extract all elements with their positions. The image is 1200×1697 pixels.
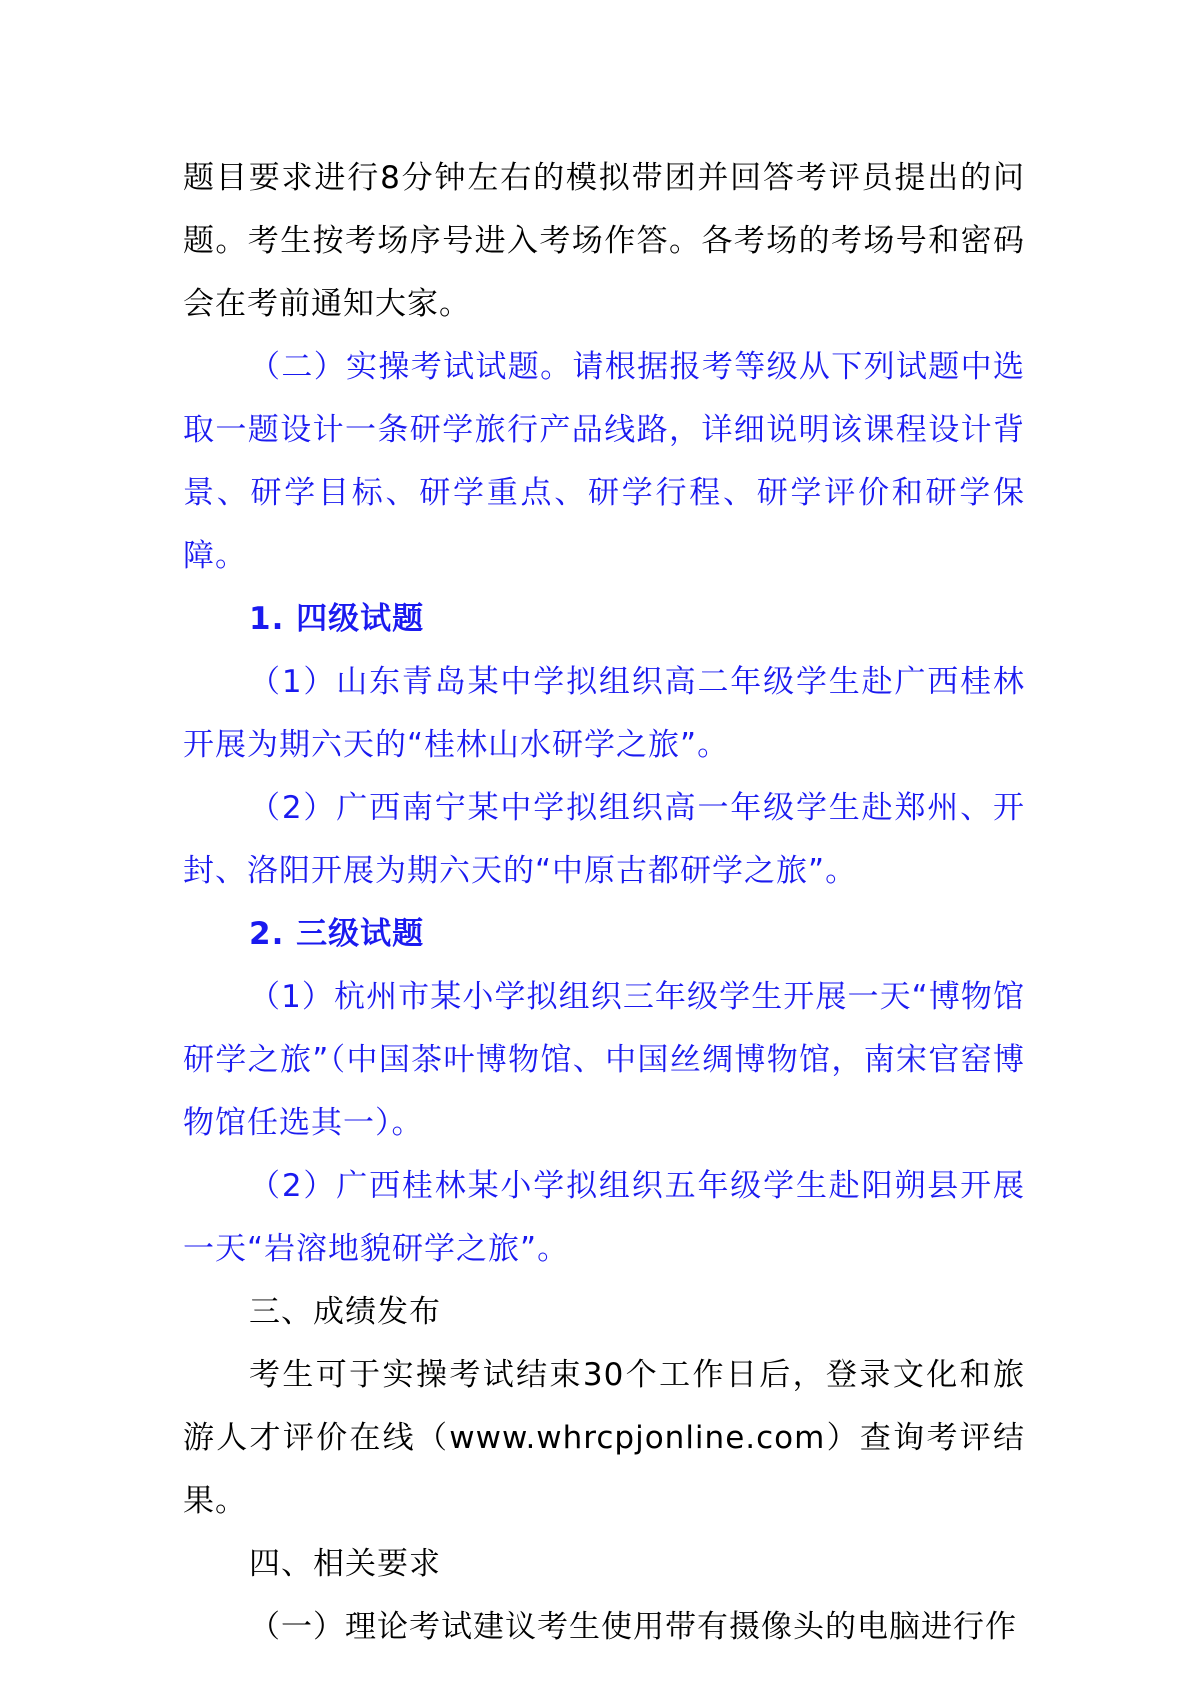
paragraph-practical-exam-questions: （二）实操考试试题。请根据报考等级从下列试题中选取一题设计一条研学旅行产品线路，详细说明该课程设计背景、研学目标、研学重点、研学行程、研学评价和研学保障。 [183,349,1025,574]
section-heading-results-release: 三、成绩发布 [249,1294,441,1330]
paragraph-simulation-requirements: 题目要求进行8分钟左右的模拟带团并回答考评员提出的问题。考生按考场序号进入考场作答。各考场的考场号和密码会在考前通知大家。 [183,160,1025,322]
section-heading-requirements: 四、相关要求 [249,1546,441,1582]
paragraph-results-release: 考生可于实操考试结束30个工作日后，登录文化和旅游人才评价在线（www.whrcpjonline.com）查询考评结果。 [183,1357,1025,1519]
heading-level-three-questions: 2. 三级试题 [249,916,425,952]
paragraph-level-four-question-1: （1）山东青岛某中学拟组织高二年级学生赴广西桂林开展为期六天的“桂林山水研学之旅”。 [183,664,1025,763]
paragraph-level-three-question-1: （1）杭州市某小学拟组织三年级学生开展一天“博物馆研学之旅”（中国茶叶博物馆、中国丝绸博物馆，南宋官窑博物馆任选其一）。 [183,979,1025,1141]
paragraph-theory-exam-requirement: （一）理论考试建议考生使用带有摄像头的电脑进行作 [249,1609,1017,1645]
document-body [183,147,1025,1659]
paragraph-level-three-question-2: （2）广西桂林某小学拟组织五年级学生赴阳朔县开展一天“岩溶地貌研学之旅”。 [183,1168,1025,1267]
paragraph-level-four-question-2: （2）广西南宁某中学拟组织高一年级学生赴郑州、开封、洛阳开展为期六天的“中原古都研学之旅”。 [183,790,1025,889]
heading-level-four-questions: 1. 四级试题 [249,601,425,637]
